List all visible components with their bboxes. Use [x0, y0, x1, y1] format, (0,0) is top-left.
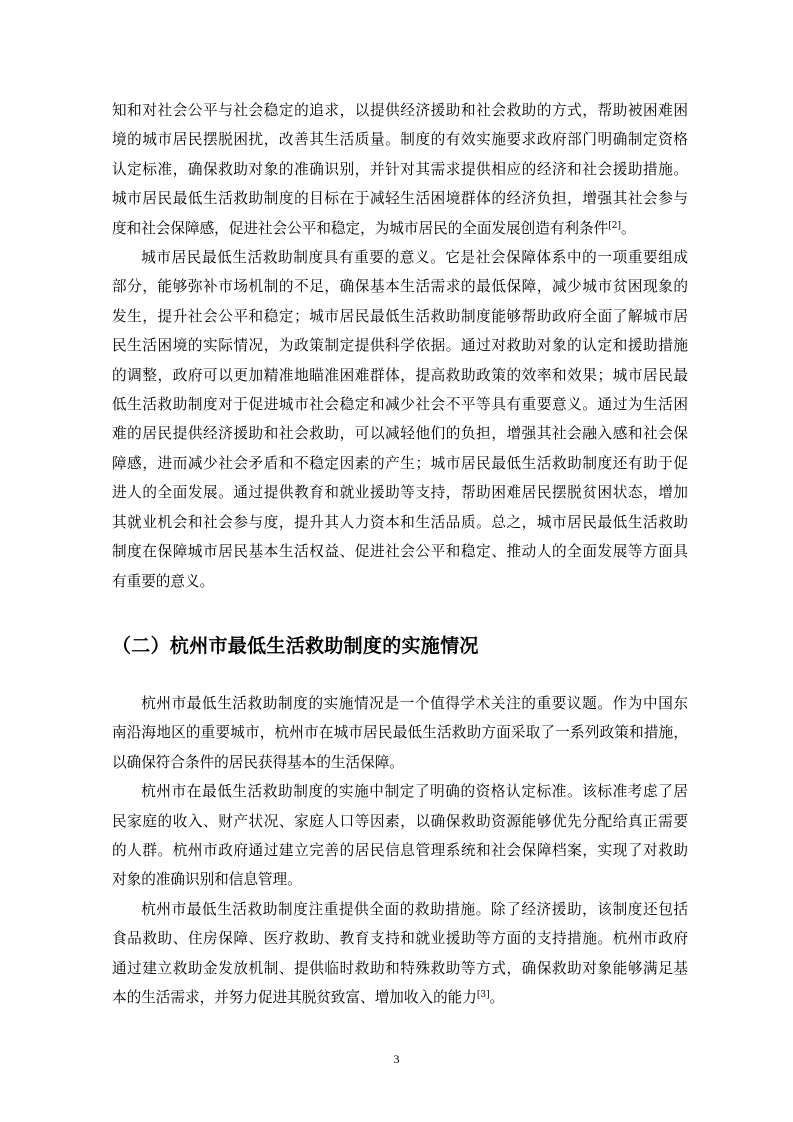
text-line — [112, 983, 688, 1012]
citation-ref: [2] — [608, 220, 621, 231]
text-line: 的调整，政府可以更加精准地瞄准困难群体，提高救助政策的效率和效果；城市居民最 — [112, 366, 688, 384]
text-line: 境的城市居民摆脱困扰，改善其生活质量。制度的有效实施要求政府部门明确制定资格 — [112, 131, 688, 149]
text-line: 部分，能够弥补市场机制的不足，确保基本生活需求的最低保障，减少城市贫困现象的 — [112, 278, 688, 296]
text-line: 难的居民提供经济援助和社会救助，可以减轻他们的负担，增强其社会融入感和社会保 — [112, 425, 688, 443]
text-line: 知和对社会公平与社会稳定的追求，以提供经济援助和社会救助的方式，帮助被困难困 — [112, 102, 688, 119]
text-line: 杭州市最低生活救助制度的实施情况是一个值得学术关注的重要议题。作为中国东 — [141, 695, 688, 712]
line-text: 本的生活需求，并努力促进其脱贫致富、增加收入的能力 — [112, 989, 477, 1007]
paragraph-5 — [112, 895, 688, 1013]
body-text-bottom — [112, 689, 688, 1012]
text-line: 食品救助、住房保障、医疗救助、教育支持和就业援助等方面的支持措施。杭州市政府 — [112, 930, 688, 948]
line-tail: 。 — [489, 989, 505, 1007]
text-line: 其就业机会和社会参与度，提升其人力资本和生活品质。总之，城市居民最低生活救助 — [112, 513, 688, 531]
text-line: 城市居民最低生活救助制度的目标在于减轻生活困境群体的经济负担，增强其社会参与 — [112, 190, 688, 208]
text-line: 杭州市最低生活救助制度注重提供全面的救助措施。除了经济援助，该制度还包括 — [141, 900, 688, 918]
text-line: 南沿海地区的重要城市，杭州市在城市居民最低生活救助方面采取了一系列政策和措施， — [112, 724, 688, 742]
paragraph-2 — [112, 243, 688, 596]
text-line: 杭州市在最低生活救助制度的实施中制定了明确的资格认定标准。该标准考虑了居 — [141, 783, 688, 801]
line-tail: 。 — [620, 219, 636, 237]
body-text-top — [112, 96, 688, 596]
text-line: 有重要的意义。 — [112, 572, 215, 590]
citation-ref: [3] — [476, 990, 490, 1001]
text-line: 的人群。杭州市政府通过建立完善的居民信息管理系统和社会保障档案，实现了对救助 — [112, 842, 688, 860]
text-line: 通过建立救助金发放机制、提供临时救助和特殊救助等方式，确保救助对象能够满足基 — [112, 959, 688, 977]
paragraph-3 — [112, 689, 688, 777]
text-line: 障感，进而减少社会矛盾和不稳定因素的产生；城市居民最低生活救助制度还有助于促 — [112, 454, 688, 472]
paragraph-1 — [112, 96, 688, 243]
line-text: 度和社会保障感，促进社会公平和稳定，为城市居民的全面发展创造有利条件 — [112, 219, 609, 237]
paragraph-4 — [112, 777, 688, 895]
text-line: 进人的全面发展。通过提供教育和就业援助等支持，帮助困难居民摆脱贫困状态，增加 — [112, 484, 688, 502]
text-line: 低生活救助制度对于促进城市社会稳定和减少社会不平等具有重要意义。通过为生活困 — [112, 396, 688, 414]
text-line: 民家庭的收入、财产状况、家庭人口等因素，以确保救助资源能够优先分配给真正需要 — [112, 812, 688, 830]
text-line: 认定标准，确保救助对象的准确识别，并针对其需求提供相应的经济和社会援助措施。 — [112, 160, 688, 178]
text-line — [112, 214, 688, 243]
text-line: 民生活困境的实际情况，为政策制定提供科学依据。通过对救助对象的认定和援助措施 — [112, 337, 688, 355]
text-line: 城市居民最低生活救助制度具有重要的意义。它是社会保障体系中的一项重要组成 — [141, 249, 688, 267]
text-line: 对象的准确识别和信息管理。 — [112, 871, 302, 889]
text-line: 以确保符合条件的居民获得基本的生活保障。 — [112, 753, 404, 771]
text-line: 制度在保障城市居民基本生活权益、促进社会公平和稳定、推动人的全面发展等方面具 — [112, 543, 688, 561]
text-line: 发生，提升社会公平和稳定；城市居民最低生活救助制度能够帮助政府全面了解城市居 — [112, 307, 688, 325]
section-heading: （二）杭州市最低生活救助制度的实施情况 — [112, 635, 479, 657]
page-number: 3 — [393, 1052, 400, 1066]
